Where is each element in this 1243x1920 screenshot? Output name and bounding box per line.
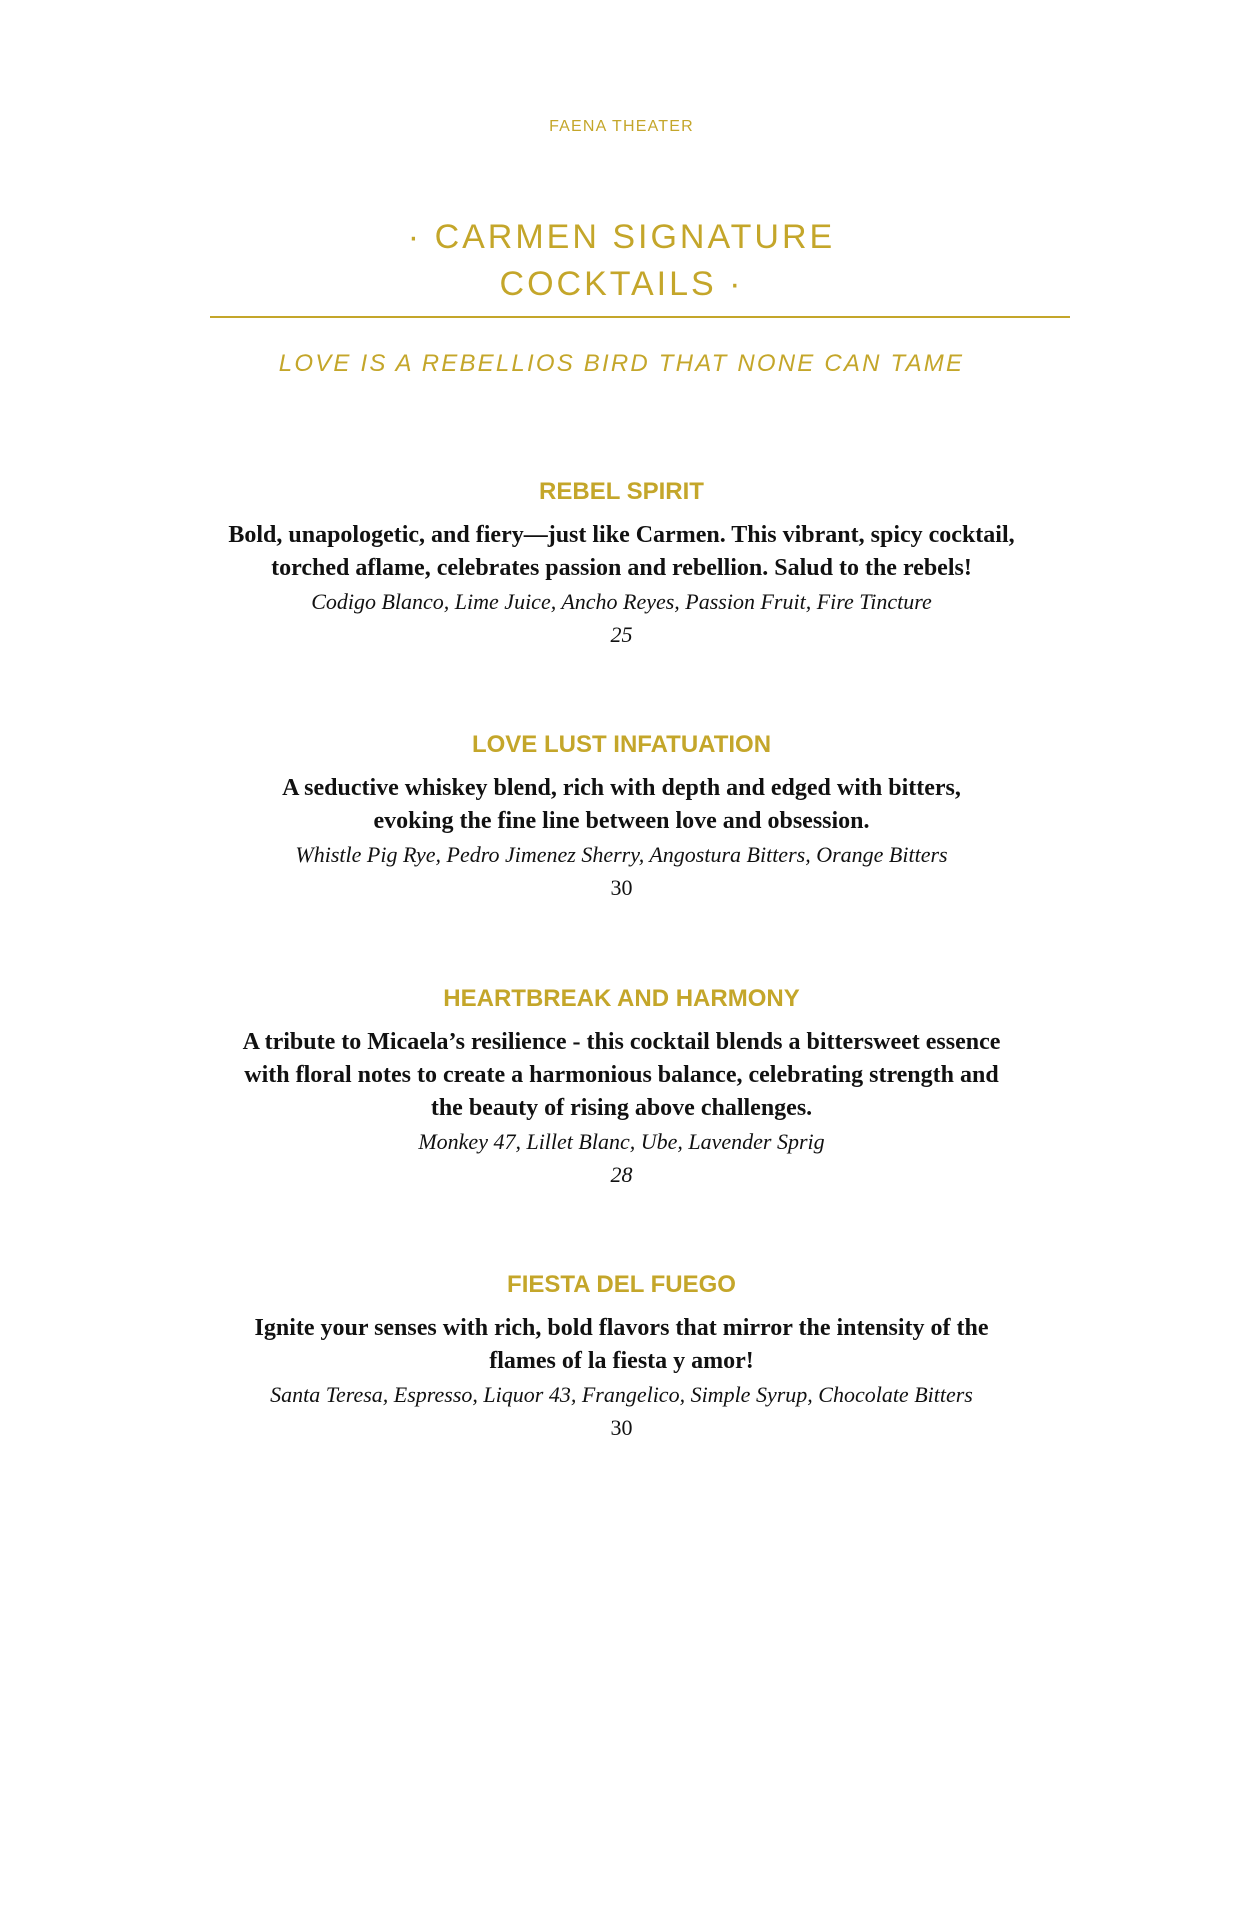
item-description-line: the beauty of rising above challenges. [430, 1095, 813, 1121]
item-price: 25 [610, 622, 633, 647]
item-description-line: with floral notes to create a harmonious balance, celebrating strength and [244, 1062, 999, 1088]
item-description-line: evoking the fine line between love and obsession. [373, 808, 870, 834]
item-name: FIESTA DEL FUEGO [507, 1271, 736, 1298]
item-description-line: A tribute to Micaela’s resilience - this cocktail blends a bittersweet essence [242, 1029, 1001, 1055]
item-description-line: flames of la fiesta y amor! [489, 1348, 754, 1374]
item-ingredients: Santa Teresa, Espresso, Liquor 43, Frangelico, Simple Syrup, Chocolate Bitters [270, 1382, 973, 1407]
title-divider [210, 316, 1070, 318]
menu-title-line-2: COCKTAILS · [499, 265, 744, 303]
item-price: 28 [610, 1162, 633, 1187]
item-ingredients: Monkey 47, Lillet Blanc, Ube, Lavender Sprig [418, 1129, 825, 1154]
menu-item-fiesta-del-fuego [0, 1270, 1243, 1444]
item-description [172, 1312, 1072, 1378]
item-description-line: A seductive whiskey blend, rich with depth and edged with bitters, [282, 775, 961, 801]
item-price: 30 [610, 875, 633, 900]
item-name: HEARTBREAK AND HARMONY [443, 985, 800, 1012]
menu-title [0, 214, 1243, 308]
item-description [172, 519, 1072, 585]
item-ingredients: Whistle Pig Rye, Pedro Jimenez Sherry, Angostura Bitters, Orange Bitters [295, 842, 948, 867]
menu-item-love-lust-infatuation [0, 730, 1243, 904]
item-ingredients: Codigo Blanco, Lime Juice, Ancho Reyes, Passion Fruit, Fire Tincture [311, 589, 932, 614]
item-description-line: torched aflame, celebrates passion and rebellion. Salud to the rebels! [271, 555, 972, 581]
menu-item-rebel-spirit [0, 477, 1243, 651]
item-description [172, 772, 1072, 838]
item-description-line: Bold, unapologetic, and fiery—just like Carmen. This vibrant, spicy cocktail, [228, 522, 1015, 548]
venue-name: FAENA THEATER [549, 118, 694, 135]
item-price: 30 [610, 1415, 633, 1440]
item-name: REBEL SPIRIT [539, 478, 704, 505]
item-description [172, 1026, 1072, 1125]
menu-item-heartbreak-and-harmony [0, 984, 1243, 1191]
item-name: LOVE LUST INFATUATION [471, 731, 772, 758]
menu-title-line-1: · CARMEN SIGNATURE [407, 218, 836, 256]
menu-subtitle: LOVE IS A REBELLIOS BIRD THAT NONE CAN TAME [278, 350, 965, 377]
item-description-line: Ignite your senses with rich, bold flavors that mirror the intensity of the [254, 1315, 989, 1341]
